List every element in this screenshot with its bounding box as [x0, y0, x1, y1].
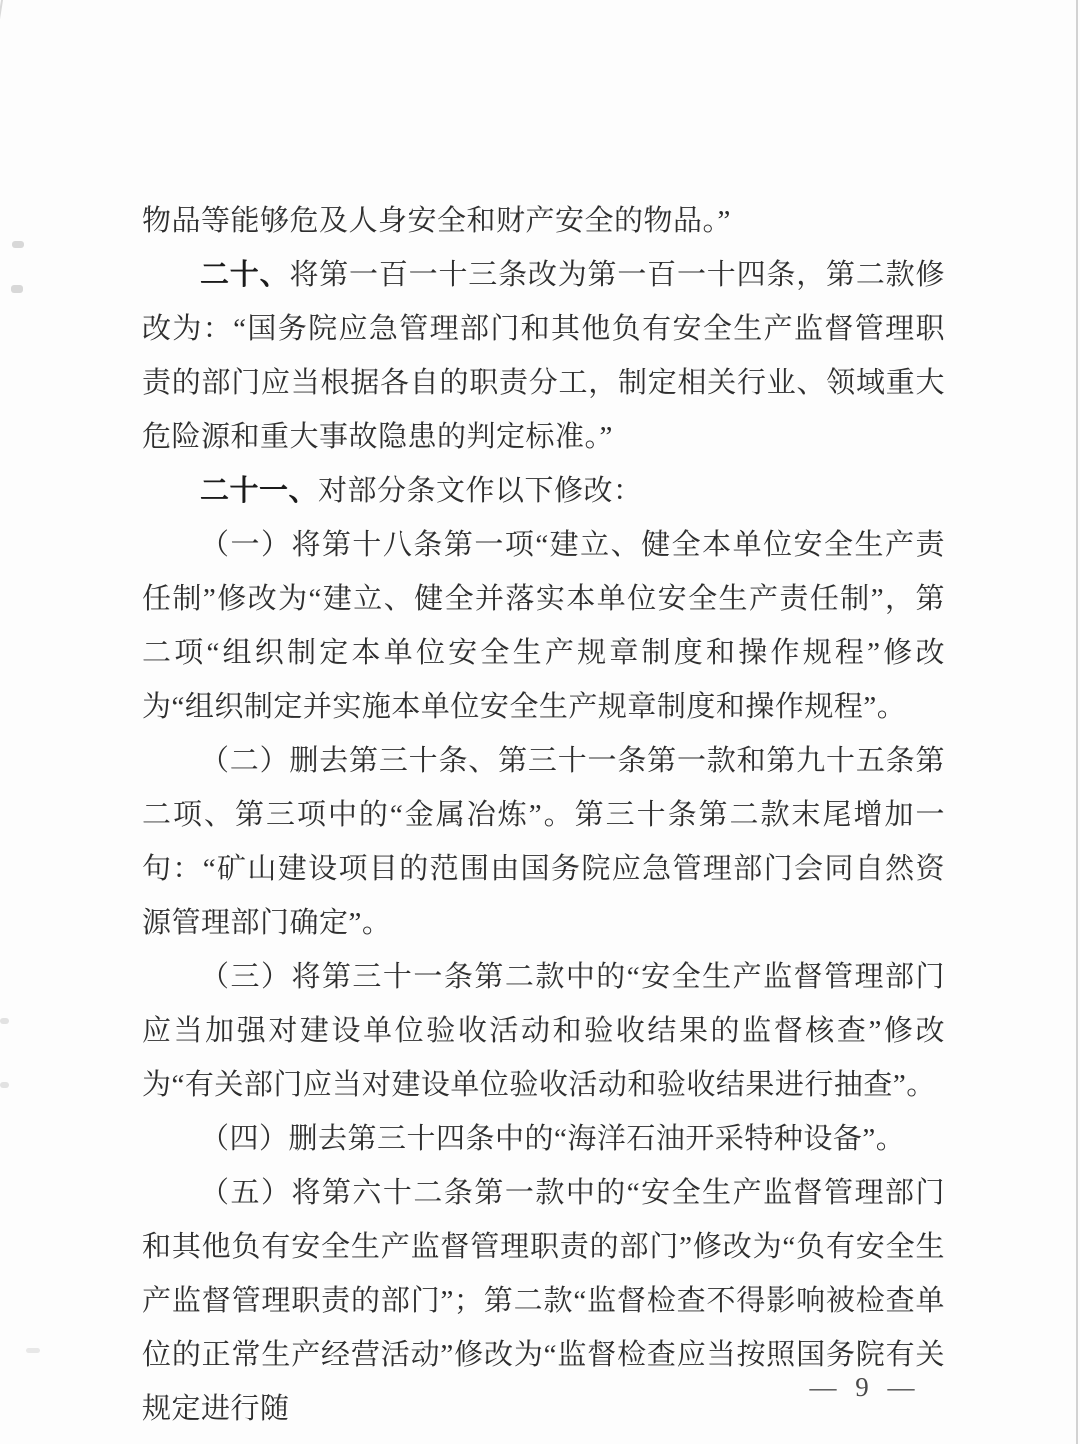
- scan-artifact-smudge: [12, 241, 24, 248]
- paragraph-text: （一）将第十八条第一项“建立、健全本单位安全生产责任制”修改为“建立、健全并落实本单位安全生产责任制”，第二项“组织制定本单位安全生产规章制度和操作规程”修改为“组织制定并实施本单位安全生产规章制度和操作规程”。: [142, 529, 945, 723]
- paragraph-text: （五）将第六十二条第一款中的“安全生产监督管理部门和其他负有安全生产监督管理职责的部门”修改为“负有安全生产监督管理职责的部门”；第二款“监督检查不得影响被检查单位的正常生产经营活动”修改为“监督检查应当按照国务院有关规定进行随: [142, 1177, 945, 1425]
- paragraph-item-21: [142, 464, 945, 518]
- scan-artifact-smudge: [26, 1348, 40, 1353]
- scan-artifact-smudge: [11, 285, 23, 293]
- paragraph-subitem-4: [142, 1112, 945, 1166]
- scan-artifact-smudge: [0, 1018, 9, 1024]
- scan-artifact-edge-line: [1076, 0, 1078, 1444]
- paragraph-number-bold: 二十、: [200, 259, 290, 291]
- paragraph-text: （四）删去第三十四条中的“海洋石油开采特种设备”。: [200, 1123, 906, 1155]
- paragraph-subitem-3: [142, 950, 945, 1112]
- paragraph-item-20: [142, 248, 945, 464]
- scan-artifact-corner-line: [0, 0, 4, 73]
- paragraph-text: 对部分条文作以下修改：: [318, 475, 643, 507]
- paragraph-text: 将第一百一十三条改为第一百一十四条，第二款修改为：“国务院应急管理部门和其他负有安全生产监督管理职责的部门应当根据各自的职责分工，制定相关行业、领域重大危险源和重大事故隐患的判定标准。”: [142, 259, 945, 453]
- paragraph-text: （二）删去第三十条、第三十一条第一款和第九十五条第二项、第三项中的“金属冶炼”。第三十条第二款末尾增加一句：“矿山建设项目的范围由国务院应急管理部门会同自然资源管理部门确定”。: [142, 745, 945, 939]
- scan-artifact-smudge: [0, 1082, 9, 1088]
- paragraph-continuation: [142, 194, 945, 248]
- paragraph-subitem-2: [142, 734, 945, 950]
- page-number: — 9 —: [809, 1372, 921, 1402]
- paragraph-text: （三）将第三十一条第二款中的“安全生产监督管理部门应当加强对建设单位验收活动和验收结果的监督核查”修改为“有关部门应当对建设单位验收活动和验收结果进行抽查”。: [142, 961, 945, 1101]
- document-body: [142, 194, 945, 1436]
- paragraph-text: 物品等能够危及人身安全和财产安全的物品。”: [142, 205, 731, 237]
- paragraph-subitem-1: [142, 518, 945, 734]
- paragraph-number-bold: 二十一、: [200, 475, 319, 507]
